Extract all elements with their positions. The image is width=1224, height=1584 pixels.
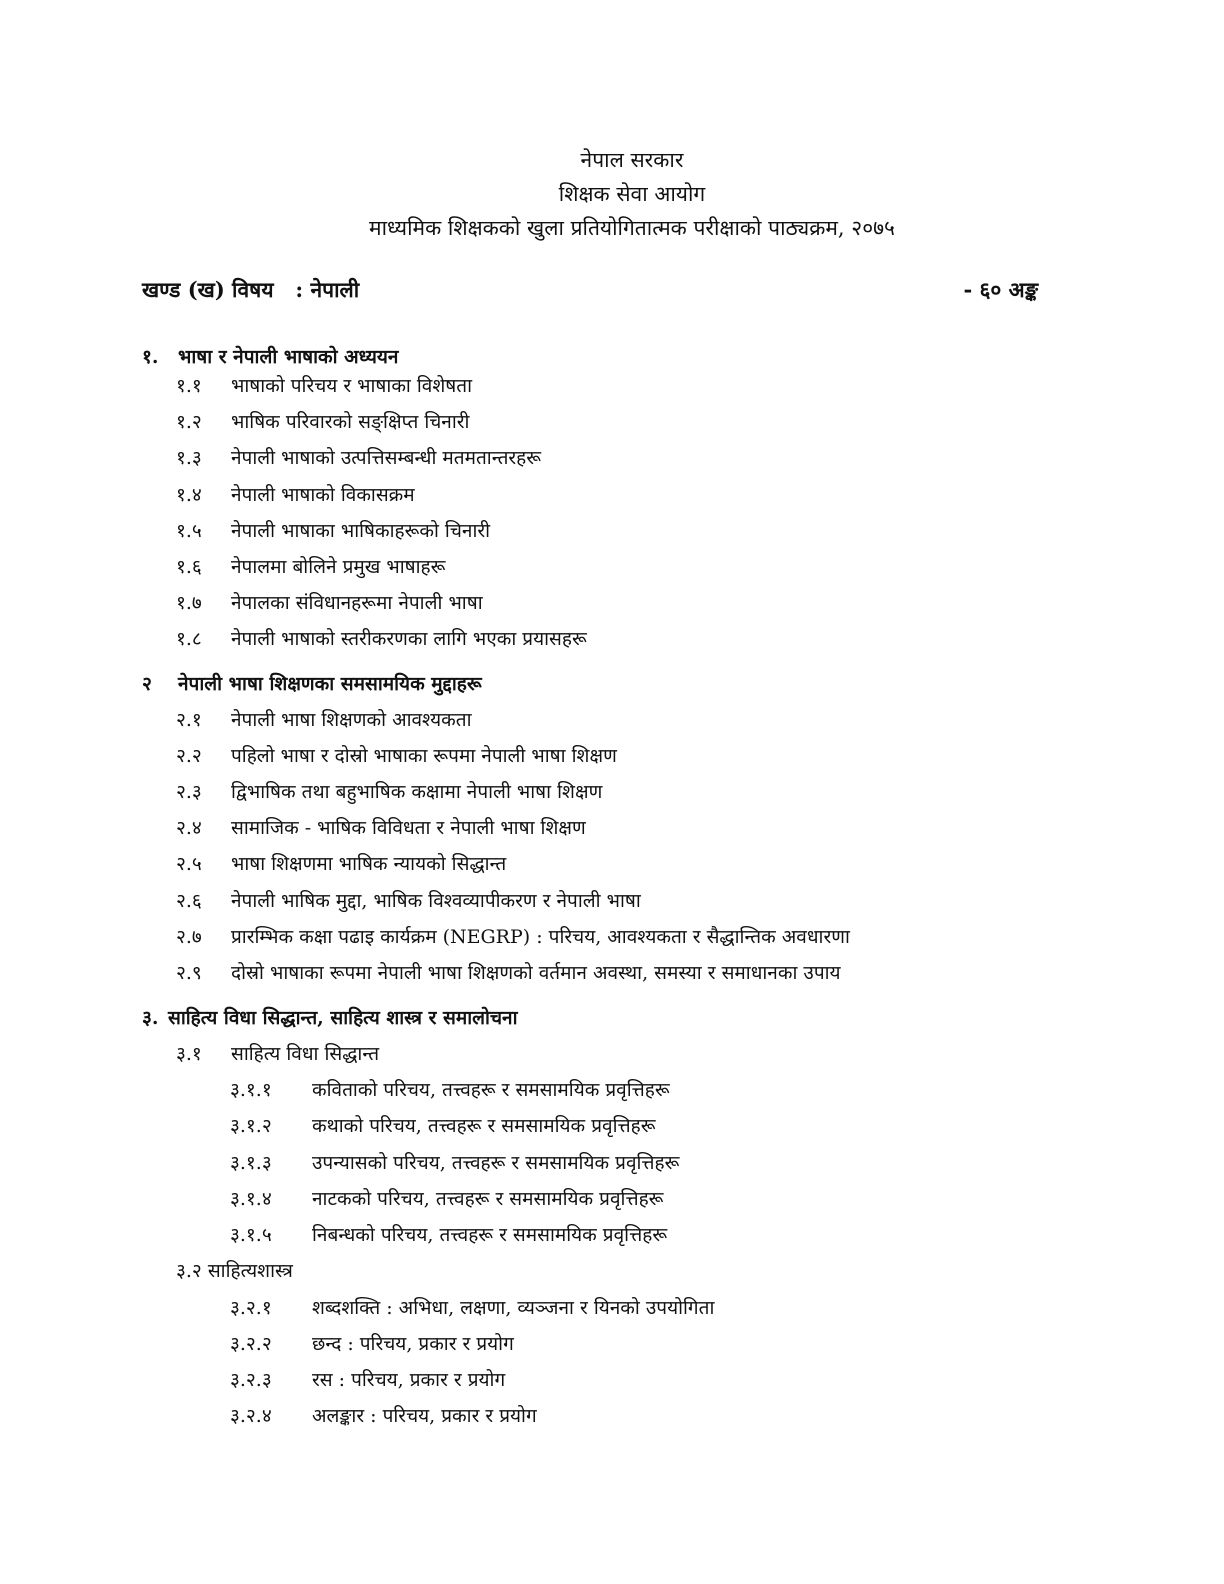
header-government: नेपाल सरकार xyxy=(580,148,684,172)
item-number: १.३ xyxy=(176,447,202,469)
item-text: भाषिक परिवारको सङ्क्षिप्त चिनारी xyxy=(231,411,470,433)
section-title: नेपाली भाषा शिक्षणका समसामयिक मुद्दाहरू xyxy=(178,673,482,695)
item-text: नेपाली भाषाका भाषिकाहरूको चिनारी xyxy=(231,520,491,542)
item-text: नेपाली भाषाको विकासक्रम xyxy=(231,484,415,506)
item-number: २.२ xyxy=(176,745,202,767)
item-text: नेपाली भाषाको स्तरीकरणका लागि भएका प्रयासहरू xyxy=(231,628,587,650)
section-number: ३. xyxy=(142,1007,159,1029)
item-number: १.७ xyxy=(176,592,202,614)
item-text: कथाको परिचय, तत्त्वहरू र समसामयिक प्रवृत्तिहरू xyxy=(312,1115,656,1137)
section-title: भाषा र नेपाली भाषाको अध्ययन xyxy=(178,346,399,368)
item-text: शब्दशक्ति : अभिधा, लक्षणा, व्यञ्जना र यिनको उपयोगिता xyxy=(312,1297,715,1319)
item-number: १.१ xyxy=(176,375,202,397)
item-number: ३.१ xyxy=(176,1043,202,1065)
item-number: २.३ xyxy=(176,781,202,803)
item-number: २.७ xyxy=(176,926,202,948)
subject-label: खण्ड (ख) विषय : नेपाली xyxy=(142,277,360,302)
item-text: कविताको परिचय, तत्त्वहरू र समसामयिक प्रवृत्तिहरू xyxy=(312,1079,670,1101)
item-number: २.६ xyxy=(176,890,202,912)
item-number: ३.१.१ xyxy=(230,1079,272,1101)
subsection-heading: ३.२ साहित्यशास्त्र xyxy=(176,1260,293,1282)
item-number: १.४ xyxy=(176,484,202,506)
item-number: ३.२.१ xyxy=(230,1297,272,1319)
item-text: रस : परिचय, प्रकार र प्रयोग xyxy=(312,1369,506,1391)
item-number: २.९ xyxy=(176,962,202,984)
item-number: ३.१.३ xyxy=(230,1152,272,1174)
item-number: १.६ xyxy=(176,556,202,578)
item-text: नेपालमा बोलिने प्रमुख भाषाहरू xyxy=(231,556,446,578)
item-text: छन्द : परिचय, प्रकार र प्रयोग xyxy=(312,1333,514,1355)
item-text: दोस्रो भाषाका रूपमा नेपाली भाषा शिक्षणको वर्तमान अवस्था, समस्या र समाधानका उपाय xyxy=(231,962,841,984)
header-commission: शिक्षक सेवा आयोग xyxy=(558,182,706,206)
item-number: २.५ xyxy=(176,853,202,875)
item-text: द्विभाषिक तथा बहुभाषिक कक्षामा नेपाली भाषा शिक्षण xyxy=(231,781,603,803)
item-text: साहित्य विधा सिद्धान्त xyxy=(231,1043,380,1065)
item-text: नाटकको परिचय, तत्त्वहरू र समसामयिक प्रवृत्तिहरू xyxy=(312,1188,664,1210)
section-number: २ xyxy=(142,673,152,695)
item-number: ३.१.५ xyxy=(230,1224,272,1246)
item-number: ३.२.४ xyxy=(230,1405,272,1427)
subject-marks: - ६० अङ्क xyxy=(963,277,1038,302)
item-text: भाषा शिक्षणमा भाषिक न्यायको सिद्धान्त xyxy=(231,853,507,875)
item-text: नेपाली भाषाको उत्पत्तिसम्बन्धी मतमतान्तरहरू xyxy=(231,447,542,469)
item-text: निबन्धको परिचय, तत्त्वहरू र समसामयिक प्रवृत्तिहरू xyxy=(312,1224,668,1246)
item-text: प्रारम्भिक कक्षा पढाइ कार्यक्रम (NEGRP) : परिचय, आवश्यकता र सैद्धान्तिक अवधारणा xyxy=(231,926,850,948)
item-text: अलङ्कार : परिचय, प्रकार र प्रयोग xyxy=(312,1405,537,1427)
item-text: नेपालका संविधानहरूमा नेपाली भाषा xyxy=(231,592,483,614)
item-number: ३.१.२ xyxy=(230,1115,272,1137)
item-number: ३.२.३ xyxy=(230,1369,272,1391)
item-number: ३.१.४ xyxy=(230,1188,272,1210)
item-number: १.२ xyxy=(176,411,202,433)
section-number: १. xyxy=(142,346,159,368)
item-text: उपन्यासको परिचय, तत्त्वहरू र समसामयिक प्रवृत्तिहरू xyxy=(312,1152,680,1174)
item-text: नेपाली भाषा शिक्षणको आवश्यकता xyxy=(231,709,472,731)
item-number: १.५ xyxy=(176,520,202,542)
item-number: १.८ xyxy=(176,628,202,650)
item-text: नेपाली भाषिक मुद्दा, भाषिक विश्वव्यापीकरण र नेपाली भाषा xyxy=(231,890,641,912)
item-text: पहिलो भाषा र दोस्रो भाषाका रूपमा नेपाली भाषा शिक्षण xyxy=(231,745,617,767)
item-number: २.४ xyxy=(176,817,202,839)
item-number: २.१ xyxy=(176,709,202,731)
item-text: भाषाको परिचय र भाषाका विशेषता xyxy=(231,375,473,397)
header-syllabus-title: माध्यमिक शिक्षकको खुला प्रतियोगितात्मक परीक्षाको पाठ्यक्रम, २०७५ xyxy=(369,216,895,240)
item-text: सामाजिक - भाषिक विविधता र नेपाली भाषा शिक्षण xyxy=(231,817,586,839)
item-number: ३.२.२ xyxy=(230,1333,272,1355)
section-title: साहित्य विधा सिद्धान्त, साहित्य शास्त्र र समालोचना xyxy=(168,1007,518,1029)
